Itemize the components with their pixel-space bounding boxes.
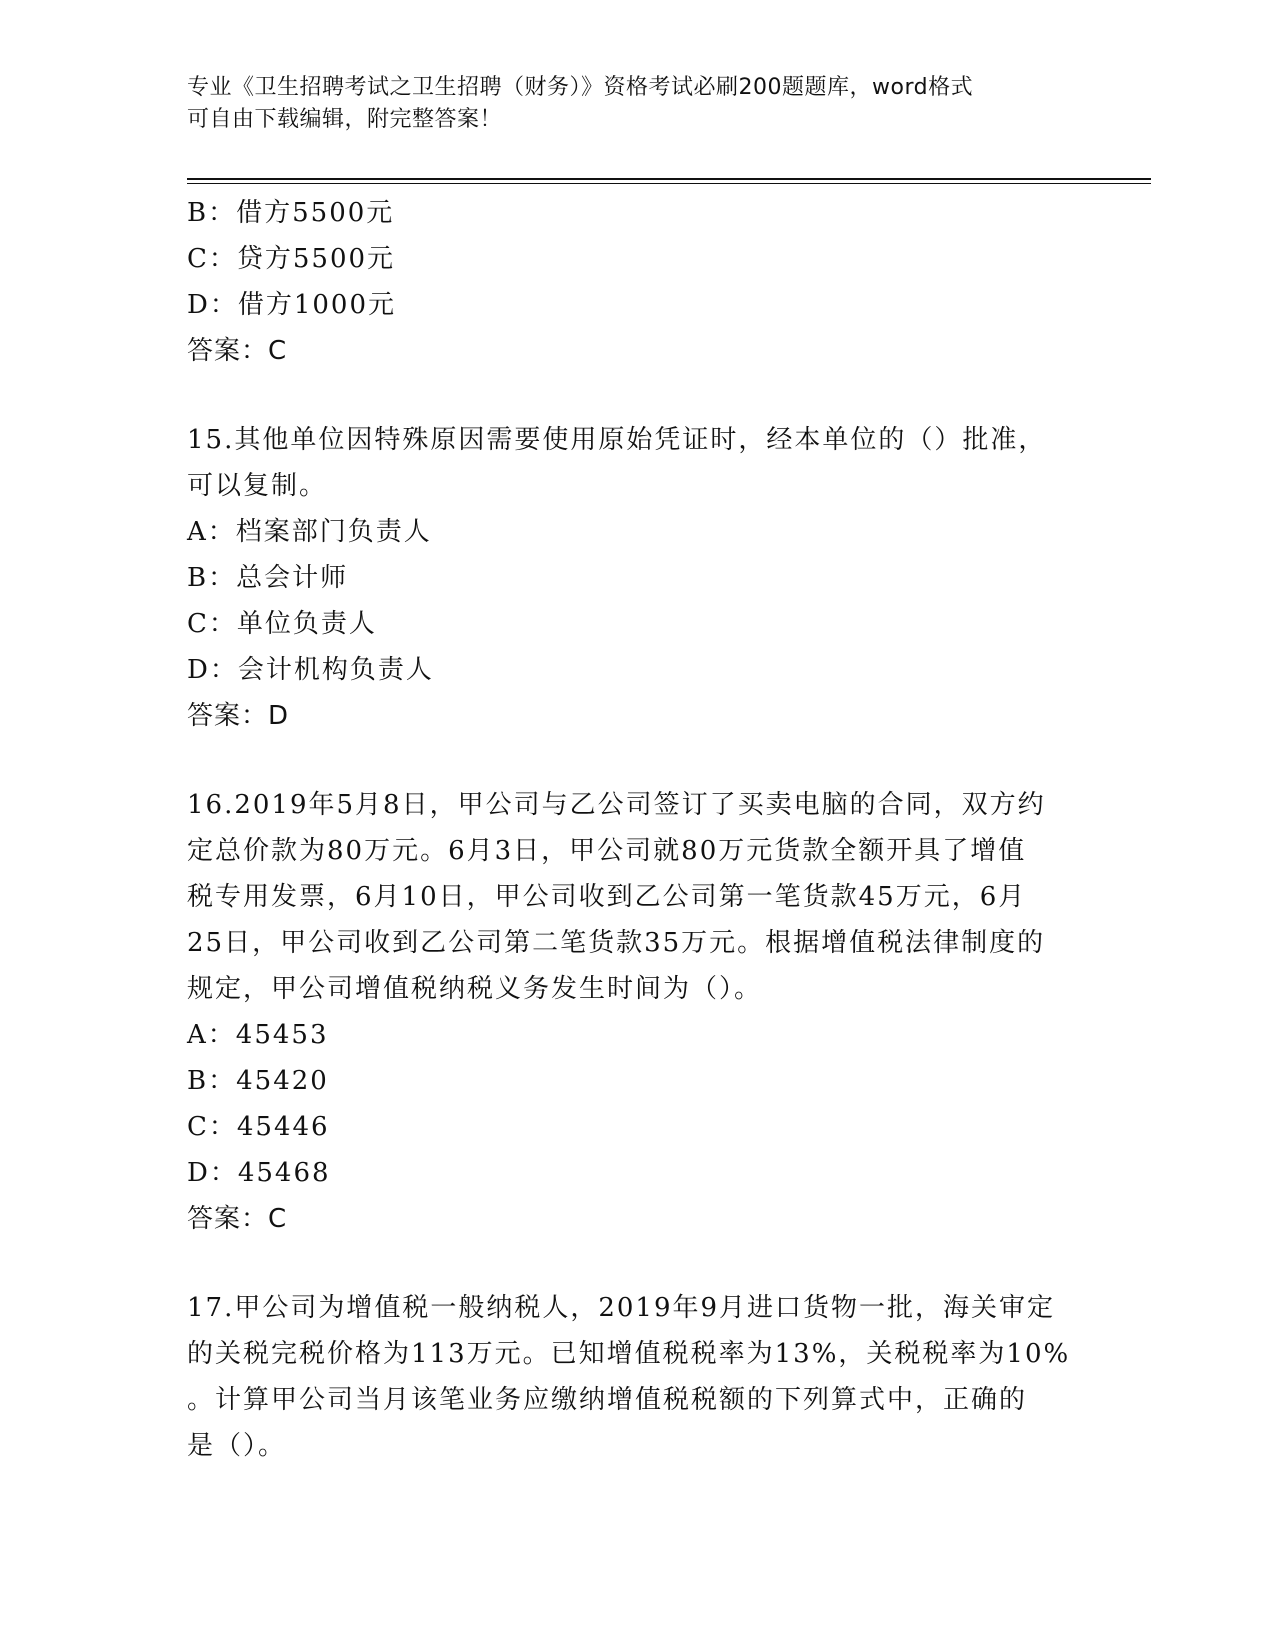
question-14-continuation [187, 190, 1087, 374]
question-16 [187, 782, 1087, 1242]
header-title-line-2: 可自由下载编辑，附完整答案！ [187, 107, 503, 132]
answer-line: 答案：C [187, 336, 288, 366]
question-17 [187, 1285, 1087, 1469]
question-stem-line: 15.其他单位因特殊原因需要使用原始凭证时，经本单位的（）批准， [187, 425, 1047, 455]
option-b: B：借方5500元 [187, 198, 395, 228]
option-d: D：45468 [187, 1158, 331, 1188]
document-header [187, 72, 1067, 136]
spacer [187, 374, 1087, 417]
option-a: A：45453 [187, 1020, 329, 1050]
header-divider-thick [187, 178, 1151, 180]
question-stem-line: 定总价款为80万元。6月3日，甲公司就80万元货款全额开具了增值 [187, 836, 1027, 866]
question-15 [187, 417, 1087, 739]
option-d: D：会计机构负责人 [187, 655, 434, 685]
answer-line: 答案：D [187, 701, 290, 731]
question-stem-line: 16.2019年5月8日，甲公司与乙公司签订了买卖电脑的合同，双方约 [187, 790, 1046, 820]
question-stem-line: 可以复制。 [187, 471, 328, 501]
question-stem-line: 25日，甲公司收到乙公司第二笔货款35万元。根据增值税法律制度的 [187, 928, 1046, 958]
option-d: D：借方1000元 [187, 290, 397, 320]
question-stem-line: 税专用发票，6月10日，甲公司收到乙公司第一笔货款45万元，6月 [187, 882, 1027, 912]
option-b: B：总会计师 [187, 563, 349, 593]
answer-line: 答案：C [187, 1204, 288, 1234]
header-title-line-1: 专业《卫生招聘考试之卫生招聘（财务）》资格考试必刷200题题库，word格式 [187, 75, 974, 100]
question-stem-line: 是（）。 [187, 1431, 287, 1461]
spacer [187, 739, 1087, 782]
question-stem-line: 。计算甲公司当月该笔业务应缴纳增值税税额的下列算式中，正确的 [187, 1385, 1028, 1415]
spacer [187, 1242, 1087, 1285]
option-c: C：贷方5500元 [187, 244, 396, 274]
question-content [187, 190, 1087, 1469]
option-c: C：45446 [187, 1112, 330, 1142]
option-a: A：档案部门负责人 [187, 517, 432, 547]
option-c: C：单位负责人 [187, 609, 377, 639]
header-divider-thin [187, 183, 1151, 184]
question-stem-line: 规定，甲公司增值税纳税义务发生时间为（）。 [187, 974, 763, 1004]
option-b: B：45420 [187, 1066, 329, 1096]
question-stem-line: 的关税完税价格为113万元。已知增值税税率为13%，关税税率为10% [187, 1339, 1071, 1369]
question-stem-line: 17.甲公司为增值税一般纳税人，2019年9月进口货物一批，海关审定 [187, 1293, 1056, 1323]
